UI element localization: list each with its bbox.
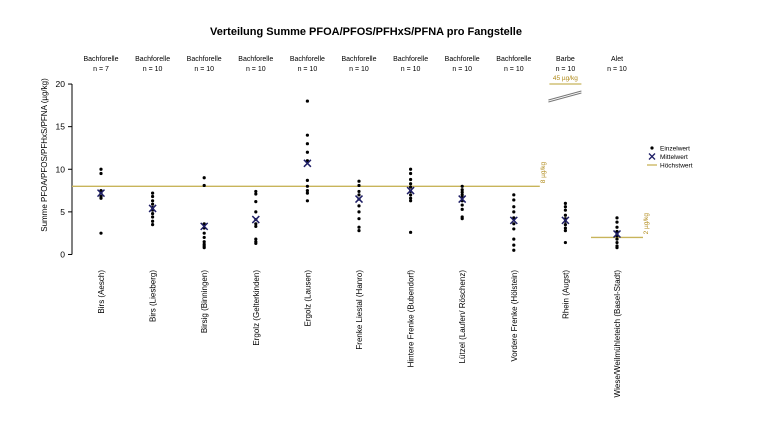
- species-label: Bachforelle: [289, 56, 325, 63]
- sample-size-label: n = 10: [400, 66, 421, 73]
- y-tick-label: 5: [60, 206, 65, 217]
- einzelwert-point: [357, 229, 360, 232]
- legend-label: Höchstwert: [660, 162, 693, 170]
- sample-size-label: n = 7: [93, 66, 109, 73]
- mittelwert-marker: [252, 216, 259, 223]
- sample-size-label: n = 10: [142, 66, 163, 73]
- einzelwert-point: [512, 244, 515, 247]
- category-group: [393, 56, 428, 367]
- species-label: Barbe: [556, 56, 575, 63]
- y-tick-label: 0: [60, 249, 65, 260]
- einzelwert-point: [512, 193, 515, 196]
- einzelwert-point: [357, 190, 360, 193]
- einzelwert-point: [151, 223, 154, 226]
- sample-size-label: n = 10: [503, 66, 524, 73]
- einzelwert-point: [203, 184, 206, 187]
- legend-label: Mittelwert: [660, 154, 688, 161]
- einzelwert-point: [306, 185, 309, 188]
- einzelwert-point: [615, 226, 618, 229]
- einzelwert-point: [203, 246, 206, 249]
- einzelwert-point: [409, 182, 412, 185]
- hoechstwert-lines: [72, 75, 650, 237]
- einzelwert-point: [306, 99, 309, 102]
- einzelwert-point: [357, 210, 360, 213]
- sample-size-label: n = 10: [297, 66, 318, 73]
- y-axis-label: Summe PFOA/PFOS/PFHxS/PFNA (µg/kg): [40, 78, 49, 232]
- y-tick-label: 10: [55, 164, 65, 175]
- einzelwert-point: [151, 192, 154, 195]
- legend-label: Einzelwert: [660, 145, 690, 153]
- category-label: Rhein (Augst): [561, 270, 571, 319]
- einzelwert-point: [203, 236, 206, 239]
- sample-size-label: n = 10: [194, 66, 215, 73]
- einzelwert-point: [151, 195, 154, 198]
- einzelwert-point: [151, 199, 154, 202]
- einzelwert-point: [564, 229, 567, 232]
- einzelwert-point: [151, 215, 154, 218]
- einzelwert-point: [564, 205, 567, 208]
- axis-break-mark: [548, 91, 581, 100]
- einzelwert-point: [357, 193, 360, 196]
- einzelwert-point: [461, 208, 464, 211]
- category-group: [135, 56, 170, 322]
- hoechstwert-label: 8 µg/kg: [539, 161, 547, 184]
- einzelwert-point: [409, 231, 412, 234]
- y-tick-label: 15: [55, 121, 65, 132]
- category-group: [83, 56, 118, 314]
- hoechstwert-label: 45 µg/kg: [552, 75, 578, 82]
- category-label: Wiese/Weilmühleteich (Basel-Stadt): [613, 270, 622, 398]
- chart-title: Verteilung Summe PFOA/PFOS/PFHxS/PFNA pro Fangstelle: [210, 26, 522, 38]
- einzelwert-point: [512, 222, 515, 225]
- category-label: Hintere Frenke (Bubendorf): [406, 270, 416, 368]
- category-group: [187, 56, 222, 333]
- einzelwert-point: [306, 151, 309, 154]
- category-group: [290, 56, 325, 326]
- einzelwert-point: [564, 241, 567, 244]
- mittelwert-marker: [356, 196, 363, 203]
- einzelwert-point: [151, 220, 154, 223]
- sample-size-label: n = 10: [555, 66, 576, 73]
- category-label: Vordere Frenke (Hölstein): [509, 270, 519, 362]
- einzelwert-point: [564, 202, 567, 205]
- category-groups: [83, 56, 626, 397]
- species-label: Bachforelle: [238, 56, 274, 63]
- einzelwert-point: [512, 210, 515, 213]
- hoechstwert-label: 2 µg/kg: [643, 212, 650, 235]
- einzelwert-point: [409, 193, 412, 196]
- einzelwert-point: [99, 232, 102, 235]
- category-group: [607, 56, 627, 397]
- einzelwert-point: [306, 199, 309, 202]
- legend-einzelwert-symbol: [650, 146, 653, 149]
- einzelwert-point: [357, 226, 360, 229]
- einzelwert-point: [409, 186, 412, 189]
- einzelwert-point: [564, 214, 567, 217]
- einzelwert-point: [615, 241, 618, 244]
- einzelwert-point: [564, 209, 567, 212]
- category-label: Birs (Liesberg): [148, 270, 158, 323]
- einzelwert-point: [615, 220, 618, 223]
- einzelwert-point: [203, 176, 206, 179]
- einzelwert-point: [151, 203, 154, 206]
- einzelwert-point: [254, 200, 257, 203]
- einzelwert-point: [615, 246, 618, 249]
- category-group: [341, 56, 376, 350]
- species-label: Bachforelle: [186, 56, 222, 63]
- einzelwert-point: [99, 168, 102, 171]
- species-label: Bachforelle: [496, 56, 532, 63]
- einzelwert-point: [203, 232, 206, 235]
- sample-size-label: n = 10: [349, 66, 369, 73]
- einzelwert-point: [254, 192, 257, 195]
- einzelwert-point: [461, 185, 464, 188]
- einzelwert-point: [409, 168, 412, 171]
- legend: [647, 146, 693, 170]
- y-tick-label: 20: [55, 79, 65, 90]
- species-label: Bachforelle: [393, 56, 429, 63]
- axis-break-mark: [548, 93, 581, 102]
- einzelwert-point: [254, 210, 257, 213]
- einzelwert-point: [254, 225, 257, 228]
- category-label: Birs (Aesch): [97, 270, 106, 314]
- einzelwert-point: [615, 238, 618, 241]
- einzelwert-point: [461, 217, 464, 220]
- einzelwert-point: [512, 198, 515, 201]
- species-label: Alet: [610, 56, 624, 63]
- einzelwert-point: [461, 203, 464, 206]
- einzelwert-point: [512, 249, 515, 252]
- einzelwert-point: [615, 216, 618, 219]
- legend-mittelwert-symbol: [649, 154, 655, 160]
- category-label: Lützel (Laufen/ Röschenz): [458, 270, 468, 364]
- einzelwert-point: [409, 172, 412, 175]
- einzelwert-point: [512, 205, 515, 208]
- category-label: Ergolz (Gelterkinden): [251, 270, 261, 346]
- einzelwert-point: [306, 142, 309, 145]
- einzelwert-point: [99, 172, 102, 175]
- einzelwert-point: [357, 217, 360, 220]
- einzelwert-point: [151, 212, 154, 215]
- einzelwert-point: [409, 199, 412, 202]
- species-label: Bachforelle: [341, 56, 377, 63]
- einzelwert-point: [306, 192, 309, 195]
- einzelwert-point: [512, 227, 515, 230]
- sample-size-label: n = 10: [607, 66, 627, 73]
- einzelwert-point: [99, 197, 102, 200]
- einzelwert-point: [409, 178, 412, 181]
- species-label: Bachforelle: [83, 56, 119, 63]
- einzelwert-point: [357, 204, 360, 207]
- sample-size-label: n = 10: [245, 66, 266, 73]
- category-group: [238, 56, 273, 346]
- species-label: Bachforelle: [135, 56, 171, 63]
- einzelwert-point: [357, 184, 360, 187]
- category-group: [445, 56, 480, 363]
- category-label: Ergolz (Lausen): [303, 270, 313, 327]
- einzelwert-point: [306, 179, 309, 182]
- category-label: Birsig (Binningen): [200, 270, 210, 334]
- category-label: Frenke Liestal (Hanro): [355, 270, 364, 350]
- species-label: Bachforelle: [444, 56, 480, 63]
- einzelwert-point: [564, 223, 567, 226]
- axes: [56, 79, 72, 259]
- einzelwert-point: [357, 180, 360, 183]
- sample-size-label: n = 10: [452, 66, 473, 73]
- einzelwert-point: [254, 242, 257, 245]
- einzelwert-point: [512, 238, 515, 241]
- category-group: [496, 56, 531, 362]
- einzelwert-point: [306, 134, 309, 137]
